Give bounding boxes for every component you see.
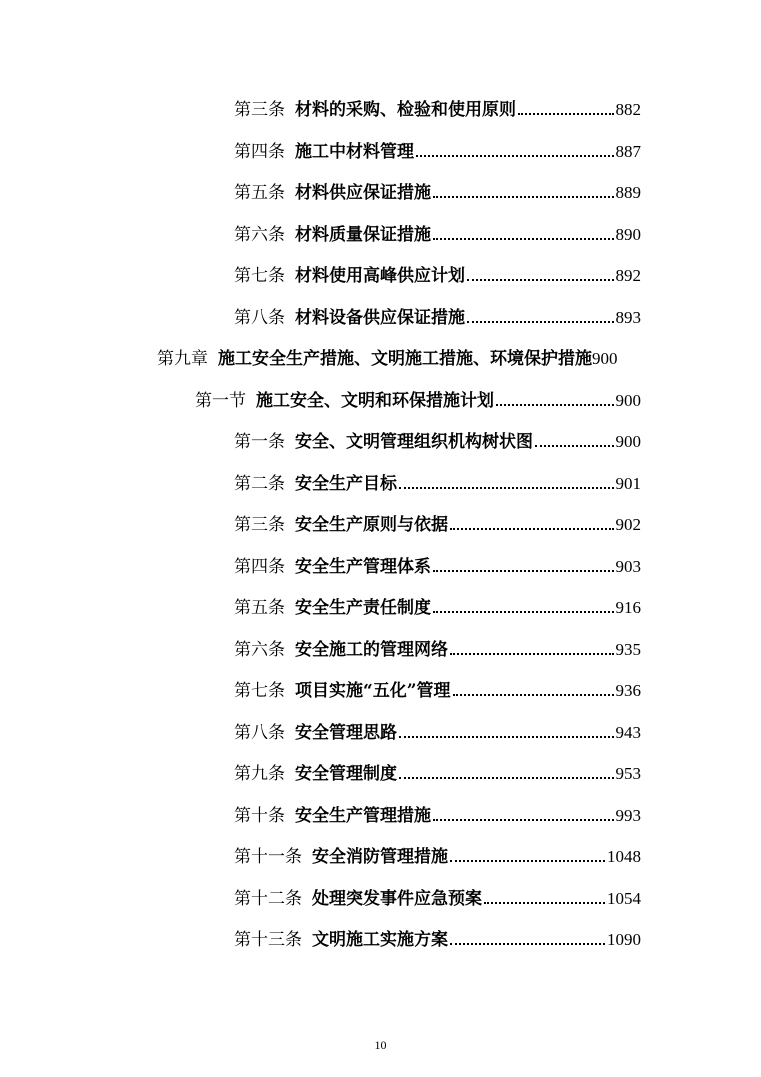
toc-title: 施工安全生产措施、文明施工措施、环境保护措施 [218,349,592,369]
toc-page: 936 [615,681,641,700]
toc-title: 项目实施“五化”管理 [295,681,451,701]
toc-title: 安全生产原则与依据 [295,515,448,535]
toc-page: 901 [615,474,641,493]
toc-line [234,473,641,495]
toc-title: 施工安全、文明和环保措施计划 [256,391,494,411]
toc-line [234,182,641,204]
toc-line [234,639,641,661]
toc-leader [433,196,614,198]
toc-page: 890 [615,225,641,244]
toc-page: 892 [615,266,641,285]
toc-title: 安全生产目标 [295,474,397,494]
toc-page: 889 [615,183,641,202]
toc-page: 903 [615,557,641,576]
toc-label: 第十条 [234,806,285,826]
toc-leader [450,860,605,862]
toc-leader [450,528,614,530]
toc-label: 第十二条 [234,889,302,909]
toc-line [234,597,641,619]
toc-label: 第十三条 [234,930,302,950]
toc-leader [433,819,614,821]
toc-title: 施工中材料管理 [295,142,414,162]
toc-leader [484,902,605,904]
toc-label: 第八条 [234,308,285,328]
toc-title: 安全生产管理措施 [295,806,431,826]
toc-title: 材料的采购、检验和使用原则 [295,100,516,120]
toc-page: 887 [615,142,641,161]
toc-title: 安全生产责任制度 [295,598,431,618]
toc-line [234,141,641,163]
toc-page: 893 [615,308,641,327]
toc-line-chapter [157,348,641,370]
toc-title: 安全、文明管理组织机构树状图 [295,432,533,452]
toc-leader [467,321,614,323]
toc-line [234,265,641,287]
toc-page: 993 [615,806,641,825]
toc-line [234,680,641,702]
toc-label: 第三条 [234,515,285,535]
toc-label: 第七条 [234,681,285,701]
toc-label: 第一条 [234,432,285,452]
toc-title: 材料设备供应保证措施 [295,308,465,328]
toc-page: 902 [615,515,641,534]
toc-leader [535,445,614,447]
toc-leader [433,238,614,240]
toc-label: 第二条 [234,474,285,494]
toc-title: 材料供应保证措施 [295,183,431,203]
toc-leader [467,279,614,281]
toc-page: 953 [615,764,641,783]
toc-label: 第九章 [157,349,208,369]
toc-label: 第四条 [234,142,285,162]
page-number: 10 [374,1038,387,1052]
toc-title: 安全消防管理措施 [312,847,448,867]
toc-leader [399,736,614,738]
toc-label: 第六条 [234,225,285,245]
toc-label: 第五条 [234,183,285,203]
toc-line [234,846,641,868]
toc-line [234,514,641,536]
toc-leader [399,777,614,779]
toc-line [234,763,641,785]
toc-label: 第三条 [234,100,285,120]
toc-line-section [195,390,641,412]
toc-label: 第六条 [234,640,285,660]
toc-line [234,556,641,578]
toc-title: 安全施工的管理网络 [295,640,448,660]
toc-line [234,722,641,744]
toc-leader [433,611,614,613]
toc-line [234,431,641,453]
toc-title: 安全管理制度 [295,764,397,784]
toc-label: 第四条 [234,557,285,577]
toc-page: 916 [615,598,641,617]
toc-label: 第十一条 [234,847,302,867]
toc-page: 882 [615,100,641,119]
toc-label: 第九条 [234,764,285,784]
toc-leader [399,487,614,489]
toc-leader [450,653,614,655]
toc-leader [496,404,614,406]
toc-line [234,307,641,329]
toc-line [234,99,641,121]
toc-page: 943 [615,723,641,742]
toc-title: 处理突发事件应急预案 [312,889,482,909]
toc-page: 900 [615,432,641,451]
toc-label: 第八条 [234,723,285,743]
toc-leader [450,943,605,945]
toc-title: 安全管理思路 [295,723,397,743]
toc-label: 第七条 [234,266,285,286]
toc-label: 第五条 [234,598,285,618]
toc-title: 安全生产管理体系 [295,557,431,577]
toc-page: 1048 [607,847,641,866]
toc-title: 文明施工实施方案 [312,930,448,950]
toc-title: 材料使用高峰供应计划 [295,266,465,286]
toc-leader [433,570,614,572]
toc-line [234,224,641,246]
toc-page: 935 [615,640,641,659]
toc-leader [416,155,614,157]
toc-leader [518,113,614,115]
toc-label: 第一节 [195,391,246,411]
toc-page: 1090 [607,930,641,949]
toc-page: 900 [615,391,641,410]
toc-line [234,888,641,910]
toc-title: 材料质量保证措施 [295,225,431,245]
toc-leader [453,694,614,696]
toc-line [234,805,641,827]
toc-page: 1054 [607,889,641,908]
toc-line [234,929,641,951]
toc-page: 900 [592,349,618,368]
